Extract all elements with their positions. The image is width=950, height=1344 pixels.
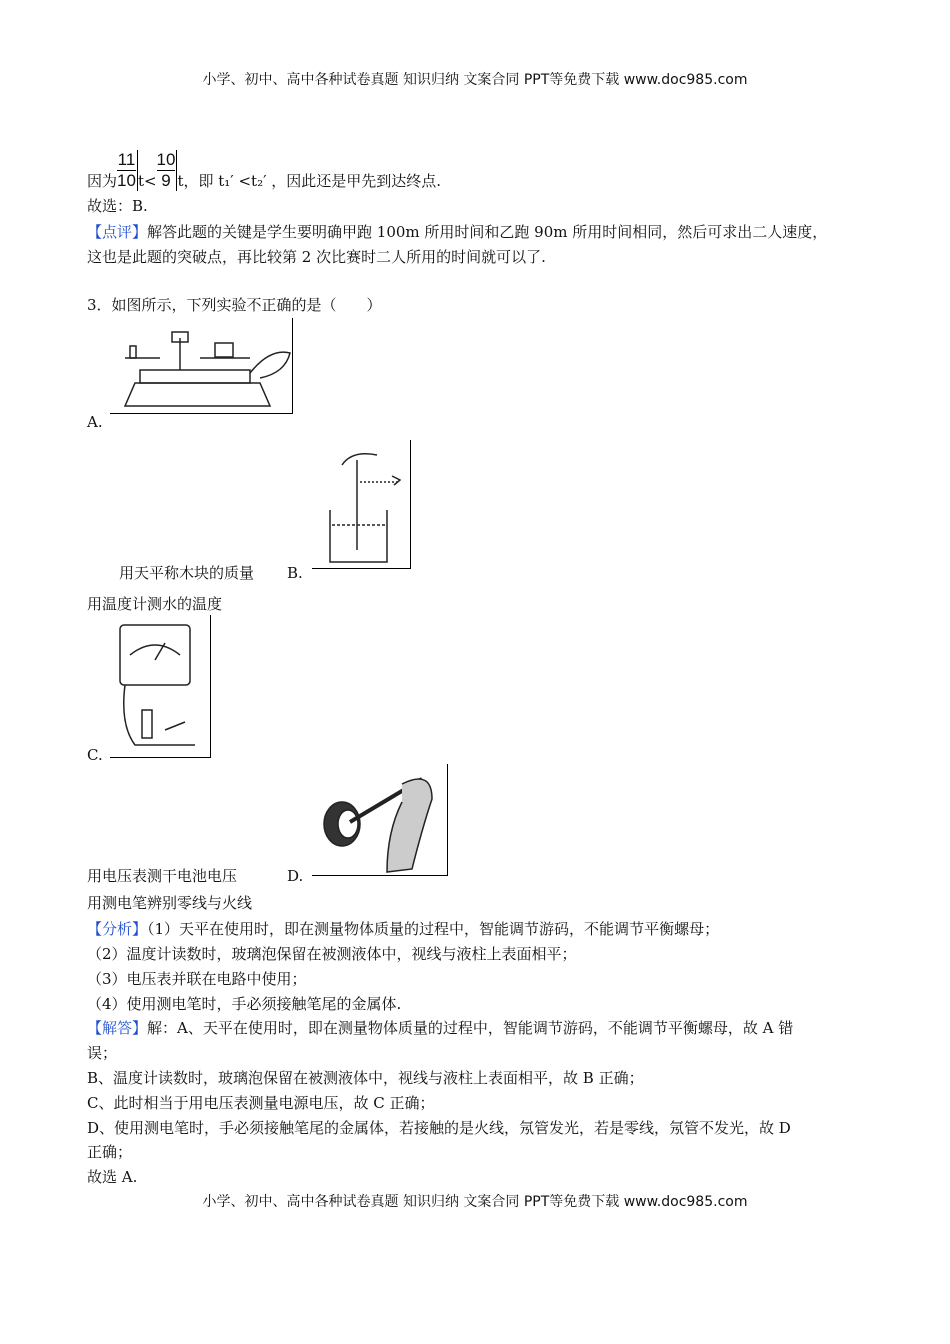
figure-voltmeter (110, 615, 211, 758)
solution-line-5: D、使用测电笔时，手必须接触笔尾的金属体，若接触的是火线，氖管发光，若是零线，氖管不发光，故 D (87, 1119, 791, 1137)
analysis-tag: 【分析】 (87, 920, 148, 938)
figure-thermometer (312, 440, 411, 569)
comment-line-1 (87, 222, 827, 242)
solution-tag: 【解答】 (87, 1019, 148, 1037)
solution-line-1 (87, 1018, 793, 1038)
question-stem: 3．如图所示，下列实验不正确的是（ ） (87, 296, 382, 314)
analysis-line-4: （4）使用测电笔时，手必须接触笔尾的金属体. (87, 995, 402, 1013)
option-c-label: C. (87, 746, 103, 764)
option-a-label: A. (87, 413, 103, 431)
comment-tag: 【点评】 (87, 223, 148, 241)
option-d-text: 用测电笔辨别零线与火线 (87, 894, 253, 912)
option-d-label: D. (287, 867, 304, 885)
figure-balance (110, 318, 293, 414)
option-c-text: 用电压表测干电池电压 (87, 867, 238, 885)
option-a-text: 用天平称木块的质量 (119, 564, 255, 582)
text: t< (137, 172, 157, 190)
fraction-10-9: $\frac{10}{9}$ (156, 150, 176, 190)
solution-line-3: B、温度计读数时，玻璃泡保留在被测液体中，视线与液柱上表面相平，故 B 正确； (87, 1069, 644, 1087)
solution-line-2: 误； (87, 1044, 118, 1062)
page-header: 小学、初中、高中各种试卷真题 知识归纳 文案合同 PPT等免费下载 www.doc985.com (202, 72, 748, 88)
fraction-line (87, 150, 441, 191)
option-b-label: B. (287, 564, 303, 582)
analysis-line-1 (87, 919, 719, 939)
text: 解答此题的关键是学生要明确甲跑 100m 所用时间和乙跑 90m 所用时间相同，然后可求出二人速度， (147, 223, 828, 241)
text: 因为 (87, 172, 118, 190)
solution-line-6: 正确； (87, 1143, 133, 1161)
option-b-text: 用温度计测水的温度 (87, 595, 223, 613)
text: 解：A、天平在使用时，即在测量物体质量的过程中，智能调节游码，不能调节平衡螺母，故 A 错 (147, 1019, 794, 1037)
text: （1）天平在使用时，即在测量物体质量的过程中，智能调节游码，不能调节平衡螺母； (147, 920, 720, 938)
solution-line-7: 故选 A. (87, 1168, 138, 1186)
analysis-line-2: （2）温度计读数时，玻璃泡保留在被测液体中，视线与液柱上表面相平； (87, 945, 577, 963)
fraction-11-10: $\frac{11}{10}$ (117, 150, 136, 190)
analysis-line-3: （3）电压表并联在电路中使用； (87, 970, 307, 988)
answer: 故选：B. (87, 197, 148, 215)
solution-line-4: C、此时相当于用电压表测量电源电压，故 C 正确； (87, 1094, 435, 1112)
page-footer: 小学、初中、高中各种试卷真题 知识归纳 文案合同 PPT等免费下载 www.doc985.com (202, 1194, 748, 1210)
comment-line-2: 这也是此题的突破点，再比较第 2 次比赛时二人所用的时间就可以了. (87, 248, 546, 266)
figure-test-pen (312, 764, 448, 876)
text: t，即 t₁′ <t₂′ ，因此还是甲先到达终点. (177, 172, 442, 190)
